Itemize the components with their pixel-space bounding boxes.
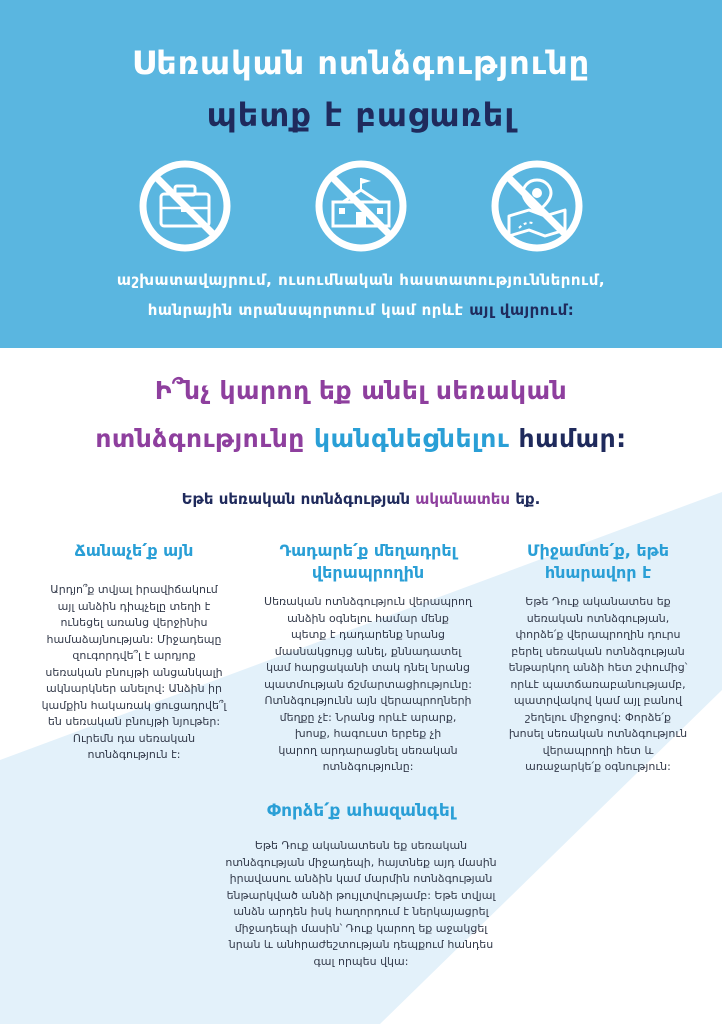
body-line: կարող արդարացնել սեռական	[278, 743, 458, 757]
body-line: փորձե՛ք վերապրողին դուրս	[515, 628, 681, 641]
body-line: վերապրողի հետ և	[542, 743, 654, 757]
body-line: անձն արդեն իսկ հաղորդում է ներկայացրել	[233, 905, 489, 918]
body-line: ոտնձգության միջադեպի, հայտնեք այդ մասին	[225, 855, 497, 869]
hero-title-line2: պետք է բացառել	[206, 96, 516, 134]
hero-subtitle-line2-prefix: հանրային տրանսպորտում կամ որևէ	[147, 301, 464, 319]
school-prohibited-icon	[313, 158, 409, 254]
hero-subtitle-highlight: այլ վայրում:	[469, 301, 575, 319]
body-line: իրավասու անձին կամ մարմին ոտնձգության	[229, 872, 493, 885]
body-line: Սեռական ոտնձգություն վերապրող	[264, 595, 472, 608]
hero-banner	[0, 0, 722, 348]
tip-stop-blaming-body	[252, 594, 484, 776]
question-title-line1: Ի՞նչ կարող եք անել սեռական	[154, 376, 568, 405]
body-line: Ուրեմն դա սեռական	[72, 731, 196, 745]
question-line2-part3: համար:	[518, 424, 627, 453]
body-line: անձին օգնելու համար մենք	[287, 611, 449, 625]
body-line: պետք է դադարենք նրանց	[290, 628, 446, 641]
body-line: ենթարկող անձի հետ շփումից՝	[508, 661, 688, 674]
tip-stop-blaming-heading	[252, 540, 484, 584]
body-line: կամքին հակառակ ցուցադրվե՞լ	[41, 698, 227, 712]
intro-suffix: եք.	[515, 490, 541, 508]
question-line2-part2: կանգնեցնելու	[314, 424, 510, 453]
heading-line: Փորձե՛ք ահազանգել	[266, 801, 456, 821]
tip-report-body	[200, 838, 522, 970]
heading-line: վերապրողին	[311, 563, 425, 582]
heading-line: Ճանաչե՛ք այն	[74, 541, 194, 560]
body-line: շեղելու միջոցով: Փորձե՛ք	[525, 710, 671, 724]
body-line: Արդյո՞ք տվյալ իրավիճակում	[50, 583, 218, 596]
tip-intervene-body	[492, 594, 704, 776]
question-title-line2	[0, 424, 722, 453]
briefcase-prohibited-icon	[137, 158, 233, 254]
body-line: խոսել սեռական ոտնձգություն	[508, 727, 688, 740]
hero-title-line1: Սեռական ոտնձգությունը	[131, 44, 591, 82]
intro-highlight: ականատես	[415, 490, 511, 508]
tip-report-heading	[200, 800, 522, 822]
body-line: Ոտնձգությունն այն վերապրողների	[264, 694, 472, 707]
body-line: ակնարկներ անելով: Անձին իր	[46, 682, 222, 695]
tip-intervene	[492, 540, 704, 776]
body-line: սեռական ոտնձգության,	[526, 611, 670, 625]
body-line: ենթարկված անձի թույլտվությամբ: Եթե տվյալ	[226, 888, 496, 902]
heading-line: Միջամտե՛ք, եթե	[527, 541, 669, 560]
body-line: համաձայնության: Միջադեպը	[46, 632, 222, 646]
body-line: խոսք, հագուստ երբեք չի	[294, 727, 442, 740]
tip-intervene-heading	[492, 540, 704, 584]
body-line: առաջարկե՛ք օգնություն:	[525, 760, 671, 773]
content-section	[0, 348, 722, 1024]
body-line: մասնակցույց անել, քննադատել	[274, 644, 462, 658]
body-line: ոտնձգություն է:	[87, 748, 181, 761]
body-line: բերել սեռական ոտնձգության	[511, 644, 685, 658]
hero-subtitle-line2	[0, 301, 722, 319]
tip-recognize-heading	[30, 540, 238, 562]
body-line: մեղքը չէ: Նրանց որևէ արարք,	[279, 710, 457, 724]
body-line: զուգորդվե՞լ է արդյոք	[72, 649, 196, 662]
body-line: նրան և անհրաժեշտության դեպքում հանդես	[228, 938, 494, 951]
body-line: ունեցել առանց վերջինիս	[60, 616, 208, 629]
body-line: պատմության ճշմարտացիությունը:	[264, 677, 472, 691]
body-line: են սեռական բնույթի նյութեր:	[47, 715, 221, 728]
intro-prefix: Եթե սեռական ոտնձգության	[181, 490, 411, 508]
tip-stop-blaming	[252, 540, 484, 776]
question-line2-part1: ոտնձգությունը	[95, 424, 305, 453]
body-line: Եթե Դուք ականատես եք	[525, 595, 671, 608]
heading-line: հնարավոր է	[544, 563, 652, 582]
body-line: սեռական բնույթի անցանկալի	[45, 665, 223, 679]
body-line: որևէ պատճառաբանությամբ,	[510, 677, 686, 691]
body-line: Եթե Դուք ականատեսն եք սեռական	[254, 839, 468, 852]
heading-line: Դադարե՛ք մեղադրել	[279, 541, 457, 560]
prohibited-icons-row	[0, 158, 722, 254]
tip-report	[200, 800, 522, 970]
tip-recognize-body	[30, 582, 238, 764]
intro-line	[0, 490, 722, 508]
hero-subtitle-line1: աշխատավայրում, ուսումնական հաստատություններում,	[116, 271, 606, 289]
body-line: գալ որպես վկա:	[313, 954, 409, 968]
body-line: ոտնձգությունը:	[322, 760, 414, 773]
body-line: կամ հարցականի տակ դնել նրանց	[266, 661, 470, 674]
body-line: պատրվակով կամ այլ բանով	[513, 694, 683, 707]
tip-recognize	[30, 540, 238, 764]
body-line: միջադեպի մասին՝ Դուք կարող եք աջակցել	[234, 921, 488, 935]
body-line: այլ անձին դիպչելը տեղի է	[57, 599, 211, 613]
map-location-prohibited-icon	[489, 158, 585, 254]
